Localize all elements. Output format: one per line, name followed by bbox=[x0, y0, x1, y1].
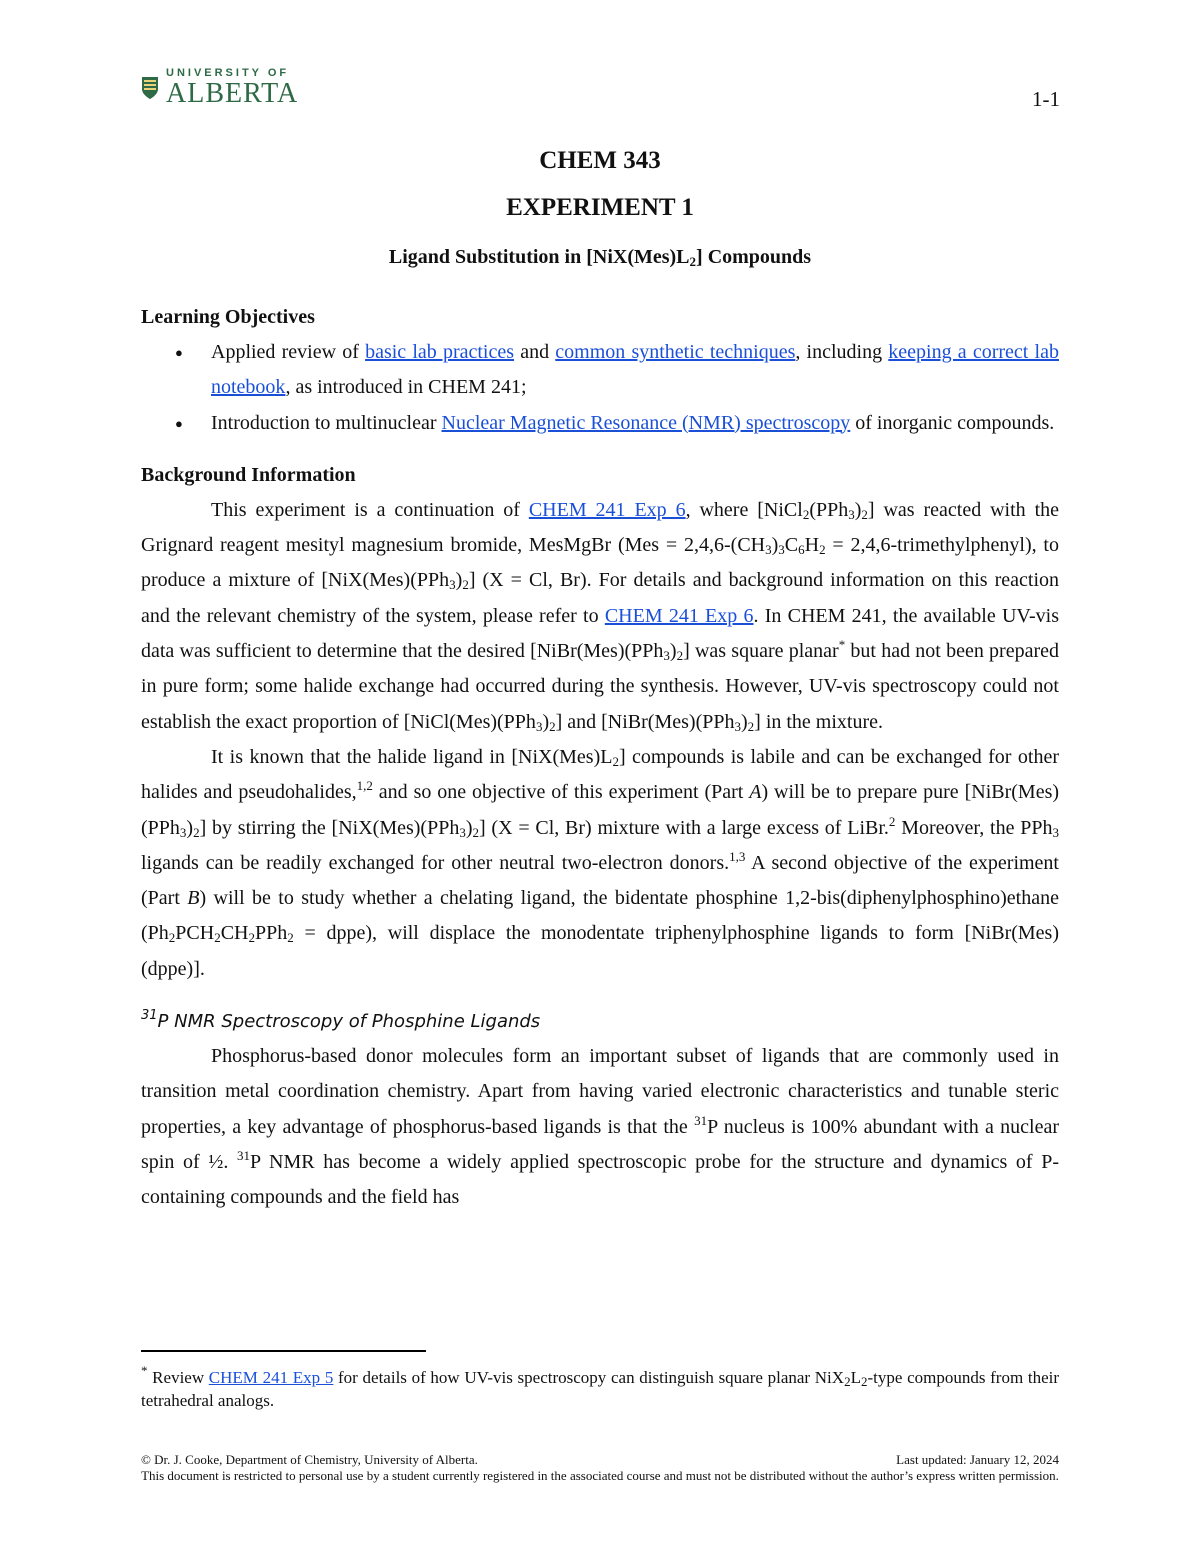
learning-objectives-heading: Learning Objectives bbox=[141, 306, 315, 328]
experiment-subtitle: Ligand Substitution in $[NiX(Mes)L_2]$ Compounds bbox=[388, 246, 812, 269]
basic-lab-practices-link[interactable]: basic lab practices bbox=[365, 341, 515, 363]
copyright-text: © Dr. J. Cooke, Department of Chemistry, University of Alberta. bbox=[141, 1452, 478, 1467]
nmr-paragraph: Phosphorus-based donor molecules form an important subset of ligands that are commonly used in transition metal coordination chemistry. Apart from having varied electronic characteristics and tunable steric properties, a key advantage of phosphorus-based ligands is that the $^{31}$P nucleus is 100% abundant with a nuclear spin of ½. $^{31}$P NMR has become a widely applied spectroscopic probe for the structure and dynamics of P-containing compounds and the field has bbox=[141, 1045, 1060, 1209]
logo-line1: UNIVERSITY OF bbox=[166, 67, 290, 79]
objective-item: ● Applied review of basic lab practices and common synthetic techniques, including keeping a correct lab notebook, as introduced in CHEM 241; bbox=[141, 335, 1059, 406]
crest-icon bbox=[140, 75, 160, 101]
page-number: 1-1 bbox=[1032, 87, 1060, 111]
footnote-divider bbox=[141, 1350, 426, 1352]
last-updated-text: Last updated: January 12, 2024 bbox=[896, 1452, 1059, 1467]
footnote: * Review CHEM 241 Exp 5 for details of how UV-vis spectroscopy can distinguish square planar $NiX_2L_2$-type compounds from their tetrahedral analogs. bbox=[141, 1363, 1060, 1410]
nmr-spectroscopy-link[interactable]: Nuclear Magnetic Resonance (NMR) spectroscopy bbox=[441, 411, 851, 434]
chem241-exp6-link[interactable]: CHEM 241 Exp 6 bbox=[528, 498, 686, 521]
main-content bbox=[141, 300, 1059, 1216]
background-paragraph-1: This experiment is a continuation of CHEM 241 Exp 6, where $[NiCl_2(PPh_3)_2]$ was reacted with the Grignard reagent mesityl magnesium bromide, MesMgBr ($Mes = 2,4,6-(CH_3)_3C_6H_2$ = 2,4,6-trimethylphenyl), to produce a mixture of $[NiX(Mes)(PPh_3)_2] (X = Cl$, Br). For details and background information on this reaction and the relevant chemistry of the system, please refer to CHEM 241 Exp 6. In CHEM 241, the available UV-vis data was sufficient to determine that the desired $[NiBr(Mes)(PPh_3)_2]$ was square planar* but had not been prepared in pure form; some halide exchange had occurred during the synthesis. However, UV-vis spectroscopy could not establish the exact proportion of $[NiCl(Mes)(PPh_3)_2]$ and $[NiBr(Mes)(PPh_3)_2]$ in the mixture. bbox=[141, 498, 1060, 734]
objectives-list bbox=[141, 335, 1059, 441]
university-logo bbox=[140, 68, 298, 108]
background-heading: Background Information bbox=[141, 463, 356, 486]
restriction-notice: This document is restricted to personal use by a student currently registered in the associated course and must not be distributed without the author’s express written permission. bbox=[141, 1468, 1059, 1483]
synthetic-techniques-link[interactable]: common synthetic techniques bbox=[555, 341, 796, 363]
chem241-exp5-link[interactable]: CHEM 241 Exp 5 bbox=[208, 1368, 334, 1387]
footer-line bbox=[141, 1452, 1059, 1468]
lab-notebook-link[interactable]: keeping a correct lab notebook bbox=[211, 341, 1059, 399]
chem241-exp6-link-2[interactable]: CHEM 241 Exp 6 bbox=[604, 604, 754, 627]
objective-item: ● Introduction to multinuclear Nuclear Magnetic Resonance (NMR) spectroscopy of inorganic compounds. bbox=[141, 406, 1059, 441]
experiment-title: EXPERIMENT 1 bbox=[506, 194, 694, 221]
nmr-heading: $^{31}$P NMR Spectroscopy of Phosphine Ligands bbox=[141, 1008, 541, 1033]
background-paragraph-2: It is known that the halide ligand in $[NiX(Mes)L_2]$ compounds is labile and can be exchanged for other halides and pseudohalides,$^{1,2}$ and so one objective of this experiment (Part A) will be to prepare pure $[NiBr(Mes)(PPh_3)_2]$ by stirring the $[NiX(Mes)(PPh_3)_2] (X = Cl$, Br) mixture with a large excess of LiBr.$^2$ Moreover, the PPh$_3$ ligands can be readily exchanged for other neutral two-electron donors.$^{1,3}$ A second objective of the experiment (Part B) will be to study whether a chelating ligand, the bidentate phosphine 1,2-bis(diphenylphosphino)ethane ($Ph_2PCH_2CH_2PPh_2$ = dppe), will displace the monodentate triphenylphosphine ligands to form [NiBr(Mes)(dppe)]. bbox=[141, 745, 1060, 980]
course-title: CHEM 343 bbox=[539, 147, 661, 174]
logo-line2: ALBERTA bbox=[166, 78, 299, 109]
